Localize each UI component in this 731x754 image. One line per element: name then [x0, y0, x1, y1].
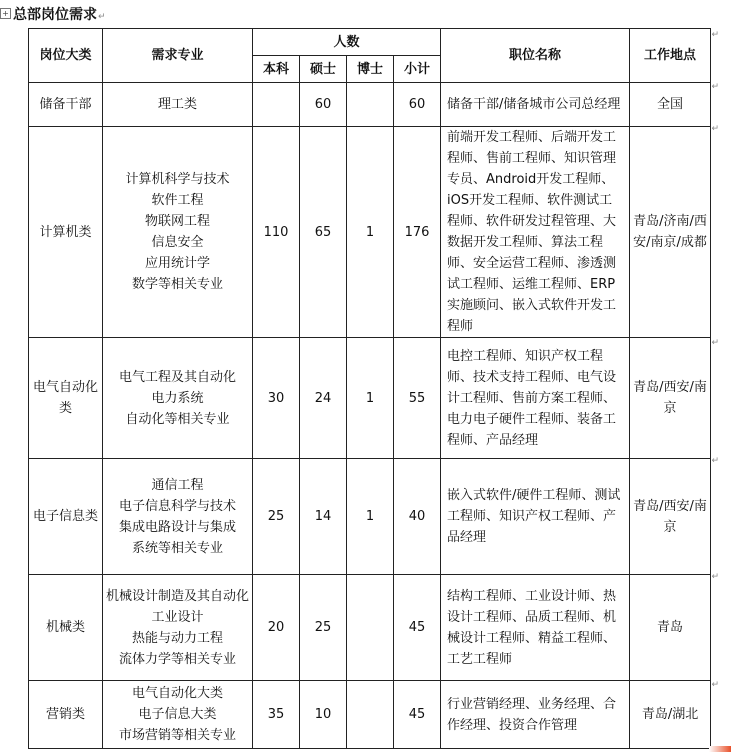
- doctor-cell: [347, 575, 394, 681]
- major-line: 物联网工程: [144, 214, 210, 229]
- paragraph-mark-icon: ↵: [711, 680, 719, 690]
- bachelor-cell: [253, 83, 300, 127]
- major-line: 应用统计学: [144, 256, 210, 271]
- major-line: 理工类: [157, 97, 197, 112]
- table-row: [29, 459, 711, 575]
- table-move-handle-icon[interactable]: +: [0, 8, 11, 19]
- major-line: 机械设计制造及其自动化: [105, 588, 249, 604]
- header-category: 岗位大类: [29, 29, 103, 83]
- table-row: [29, 127, 711, 338]
- major-line: 热能与动力工程: [131, 630, 223, 646]
- bachelor-cell: 35: [253, 681, 300, 749]
- header-major: 需求专业: [103, 29, 253, 83]
- major-line: 市场营销等相关专业: [118, 728, 236, 743]
- master-cell: 65: [300, 127, 347, 338]
- paragraph-mark-icon: ↵: [711, 30, 719, 40]
- paragraph-mark-icon: ↵: [98, 12, 106, 22]
- doctor-cell: 1: [347, 459, 394, 575]
- major-line: 电子信息科学与技术: [118, 498, 236, 514]
- header-master: 硕士: [300, 56, 347, 83]
- position-cell: 嵌入式软件/硬件工程师、测试工程师、知识产权工程师、产品经理: [441, 459, 630, 575]
- major-cell: [103, 127, 253, 338]
- subtotal-cell: 60: [394, 83, 441, 127]
- major-cell: [103, 83, 253, 127]
- header-position: 职位名称: [441, 29, 630, 83]
- doctor-cell: 1: [347, 127, 394, 338]
- subtotal-cell: 40: [394, 459, 441, 575]
- master-cell: 60: [300, 83, 347, 127]
- category-cell: 机械类: [29, 575, 103, 681]
- major-line: 通信工程: [151, 477, 204, 493]
- paragraph-mark-icon: ↵: [711, 124, 719, 134]
- page-title: [13, 4, 106, 24]
- header-doctor: 博士: [347, 56, 394, 83]
- subtotal-cell: 45: [394, 681, 441, 749]
- doctor-cell: 1: [347, 338, 394, 459]
- major-line: 软件工程: [151, 193, 204, 208]
- location-cell: 青岛/济南/西安/南京/成都: [630, 127, 711, 338]
- bachelor-cell: 30: [253, 338, 300, 459]
- major-line: 系统等相关专业: [131, 540, 223, 556]
- page-edge-marker: [709, 746, 731, 752]
- major-line: 电力系统: [151, 390, 204, 406]
- table-row: [29, 681, 711, 749]
- major-line: 电气工程及其自动化: [118, 369, 236, 385]
- paragraph-mark-icon: ↵: [711, 338, 719, 348]
- major-cell: [103, 459, 253, 575]
- category-cell: 电子信息类: [29, 459, 103, 575]
- major-line: 流体力学等相关专业: [118, 651, 236, 667]
- table-row: [29, 338, 711, 459]
- category-cell: 电气自动化类: [29, 338, 103, 459]
- location-cell: 青岛/湖北: [630, 681, 711, 749]
- category-cell: 营销类: [29, 681, 103, 749]
- major-line: 工业设计: [151, 609, 204, 625]
- header-subtotal: 小计: [394, 56, 441, 83]
- position-cell: 行业营销经理、业务经理、合作经理、投资合作管理: [441, 681, 630, 749]
- paragraph-mark-icon: ↵: [711, 572, 719, 582]
- location-cell: 青岛/西安/南京: [630, 338, 711, 459]
- bachelor-cell: 110: [253, 127, 300, 338]
- title-text: 总部岗位需求: [13, 7, 97, 23]
- position-cell: 储备干部/储备城市公司总经理: [441, 83, 630, 127]
- major-line: 计算机科学与技术: [125, 172, 230, 187]
- paragraph-mark-icon: ↵: [711, 82, 719, 92]
- master-cell: 24: [300, 338, 347, 459]
- subtotal-cell: 55: [394, 338, 441, 459]
- master-cell: 10: [300, 681, 347, 749]
- header-location: 工作地点: [630, 29, 711, 83]
- header-bachelor: 本科: [253, 56, 300, 83]
- master-cell: 14: [300, 459, 347, 575]
- table-row: [29, 83, 711, 127]
- major-cell: [103, 681, 253, 749]
- location-cell: 青岛/西安/南京: [630, 459, 711, 575]
- position-cell: 电控工程师、知识产权工程师、技术支持工程师、电气设计工程师、售前方案工程师、电力电子硬件工程师、装备工程师、产品经理: [441, 338, 630, 459]
- master-cell: 25: [300, 575, 347, 681]
- major-line: 数学等相关专业: [131, 277, 223, 292]
- position-cell: 前端开发工程师、后端开发工程师、售前工程师、知识管理专员、Android开发工程师、iOS开发工程师、软件测试工程师、软件研发过程管理、大数据开发工程师、算法工程师、安全运营工程师、渗透测试工程师、运维工程师、ERP实施顾问、嵌入式软件开发工程师: [441, 127, 630, 338]
- doctor-cell: [347, 83, 394, 127]
- position-cell: 结构工程师、工业设计师、热设计工程师、品质工程师、机械设计工程师、精益工程师、工艺工程师: [441, 575, 630, 681]
- category-cell: 计算机类: [29, 127, 103, 338]
- major-cell: [103, 575, 253, 681]
- major-line: 电气自动化大类: [131, 686, 223, 701]
- doctor-cell: [347, 681, 394, 749]
- major-cell: [103, 338, 253, 459]
- category-cell: 储备干部: [29, 83, 103, 127]
- job-requirements-table: [28, 28, 711, 749]
- location-cell: 青岛: [630, 575, 711, 681]
- header-count: 人数: [253, 29, 441, 56]
- major-line: 电子信息大类: [138, 707, 217, 722]
- table-row: [29, 575, 711, 681]
- location-cell: 全国: [630, 83, 711, 127]
- bachelor-cell: 25: [253, 459, 300, 575]
- subtotal-cell: 176: [394, 127, 441, 338]
- paragraph-mark-icon: ↵: [711, 456, 719, 466]
- major-line: 自动化等相关专业: [125, 411, 230, 427]
- bachelor-cell: 20: [253, 575, 300, 681]
- major-line: 集成电路设计与集成: [118, 519, 236, 535]
- major-line: 信息安全: [151, 235, 204, 250]
- subtotal-cell: 45: [394, 575, 441, 681]
